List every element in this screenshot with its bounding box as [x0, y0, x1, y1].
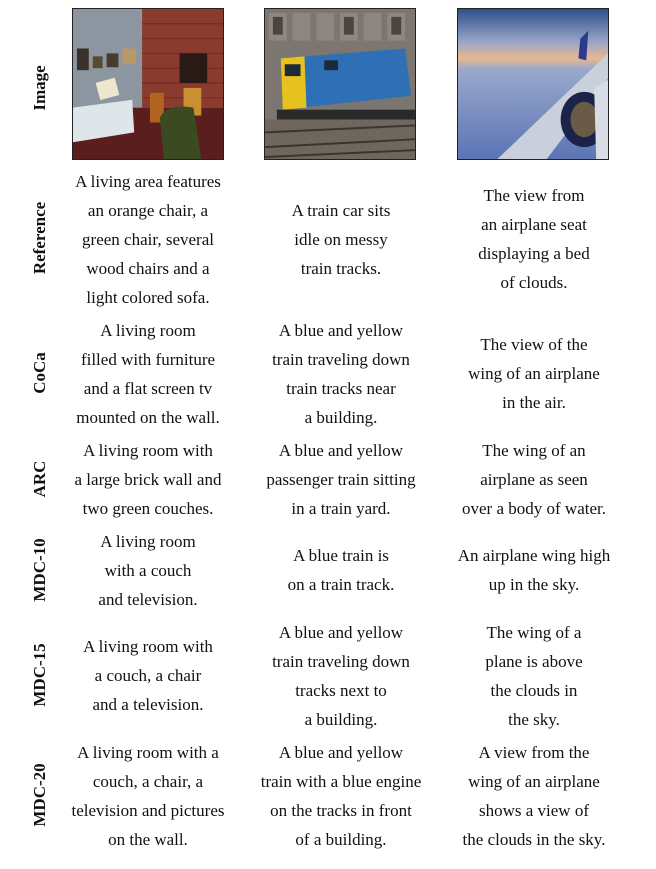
caption-reference-airplane: The view from an airplane seat displaying a bed of clouds. [478, 186, 590, 292]
caption-mdc20-train: A blue and yellow train with a blue engine on the tracks in front of a building. [260, 743, 422, 849]
caption-mdc20-airplane: A view from the wing of an airplane shows a view of the clouds in the sky. [462, 743, 606, 849]
caption-mdc15-train: A blue and yellow train traveling down tracks next to a building. [272, 623, 410, 729]
caption-coca-living-room: A living room filled with furniture and a flat screen tv mounted on the wall. [76, 321, 220, 427]
row-label-mdc-15: MDC-15 [30, 643, 49, 707]
caption-mdc10-living-room: A living room with a couch and television. [98, 532, 198, 609]
row-label-image: Image [30, 65, 49, 111]
caption-mdc10-airplane: An airplane wing high up in the sky. [457, 546, 611, 594]
airplane-wing-image [457, 8, 609, 160]
row-label-coca: CoCa [30, 352, 49, 394]
row-label-mdc-10: MDC-10 [30, 538, 49, 602]
caption-coca-airplane: The view of the wing of an airplane in the air. [468, 335, 600, 412]
caption-reference-train: A train car sits idle on messy train tracks. [291, 201, 391, 278]
caption-coca-train: A blue and yellow train traveling down train tracks near a building. [272, 321, 410, 427]
row-label-arc: ARC [30, 460, 49, 498]
caption-mdc15-living-room: A living room with a couch, a chair and a television. [83, 637, 213, 714]
caption-mdc15-airplane: The wing of a plane is above the clouds in the sky. [485, 623, 583, 729]
caption-mdc20-living-room: A living room with a couch, a chair, a television and pictures on the wall. [71, 743, 225, 849]
caption-arc-train: A blue and yellow passenger train sitting in a train yard. [266, 441, 416, 518]
caption-mdc10-train: A blue train is on a train track. [287, 546, 395, 594]
row-label-reference: Reference [30, 201, 49, 275]
living-room-image [72, 8, 224, 160]
caption-arc-living-room: A living room with a large brick wall and two green couches. [74, 441, 222, 518]
caption-arc-airplane: The wing of an airplane as seen over a body of water. [462, 441, 606, 518]
caption-reference-living-room: A living area features an orange chair, a green chair, several wood chairs and a light colored sofa. [75, 172, 221, 307]
train-image [264, 8, 416, 160]
row-label-mdc-20: MDC-20 [30, 763, 49, 827]
